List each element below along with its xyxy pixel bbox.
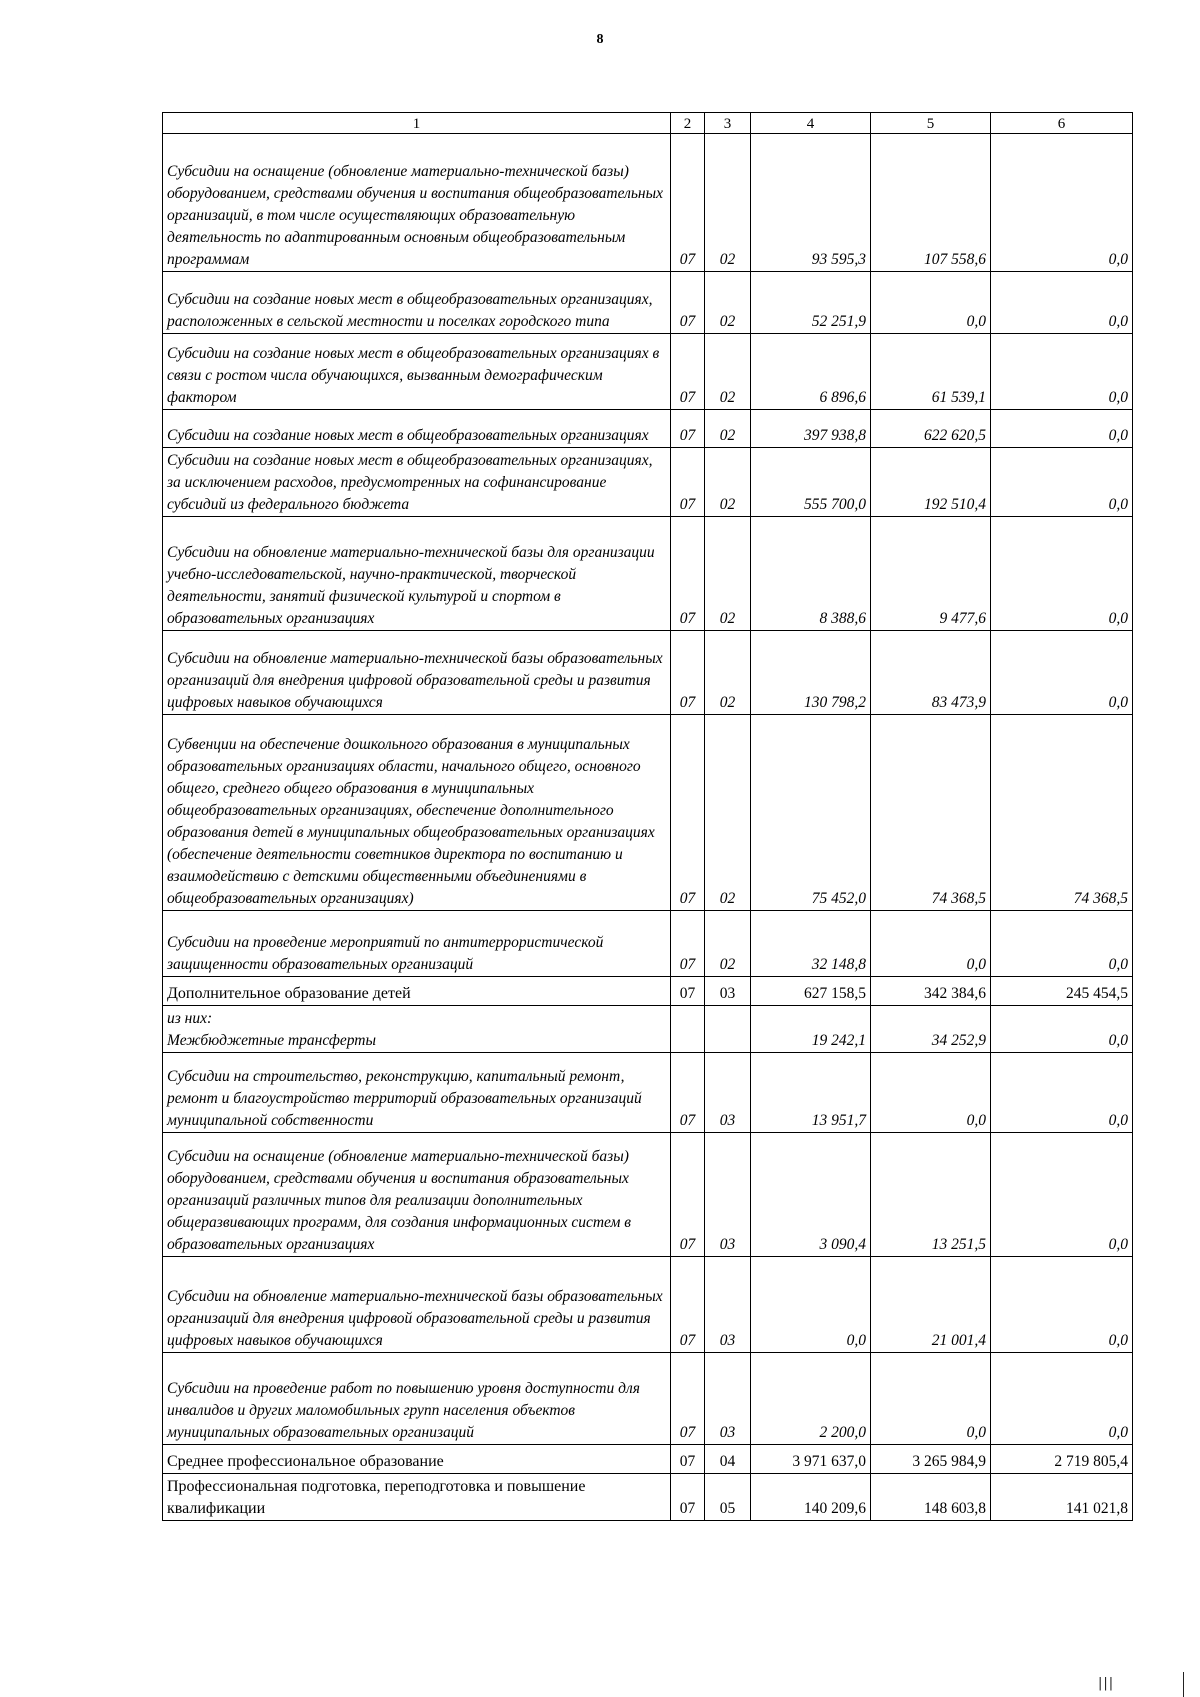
section-code-cell: 07 <box>671 911 705 977</box>
table-row <box>163 272 1133 334</box>
section-code-cell: 07 <box>671 1053 705 1133</box>
value-col6-cell: 245 454,5 <box>991 977 1133 1006</box>
table-row <box>163 134 1133 272</box>
subsection-code-cell: 04 <box>705 1445 751 1474</box>
value-col6-cell: 74 368,5 <box>991 715 1133 911</box>
subsection-code-cell: 02 <box>705 272 751 334</box>
row-name-cell: Субсидии на обновление материально-технической базы образовательных организаций для внедрения цифровой образовательной среды и развития цифровых навыков обучающихся <box>163 631 671 715</box>
subsection-code-cell: 03 <box>705 1133 751 1257</box>
subsection-code-cell: 02 <box>705 517 751 631</box>
table-row <box>163 631 1133 715</box>
value-col6-cell: 0,0 <box>991 272 1133 334</box>
table-row <box>163 977 1133 1006</box>
value-col5-cell: 3 265 984,9 <box>871 1445 991 1474</box>
value-col4-cell: 2 200,0 <box>751 1353 871 1445</box>
value-col5-cell: 61 539,1 <box>871 334 991 410</box>
column-header: 1 <box>163 113 671 134</box>
column-header: 5 <box>871 113 991 134</box>
table-row <box>163 1257 1133 1353</box>
row-name-cell: Субсидии на оснащение (обновление материально-технической базы) оборудованием, средствами обучения и воспитания общеобразовательных организаций, в том числе осуществляющих образовательную деятельность по адаптированным основным общеобразовательным программам <box>163 134 671 272</box>
value-col5-cell: 0,0 <box>871 1353 991 1445</box>
value-col6-cell: 0,0 <box>991 631 1133 715</box>
row-name-cell: Субсидии на создание новых мест в общеобразовательных организациях <box>163 410 671 448</box>
section-code-cell <box>671 1006 705 1053</box>
value-col5-cell: 13 251,5 <box>871 1133 991 1257</box>
value-col5-cell: 83 473,9 <box>871 631 991 715</box>
scan-bar <box>1183 1672 1184 1697</box>
table-row <box>163 517 1133 631</box>
value-col4-cell: 8 388,6 <box>751 517 871 631</box>
table-row <box>163 911 1133 977</box>
subsection-code-cell <box>705 1006 751 1053</box>
section-code-cell: 07 <box>671 631 705 715</box>
value-col4-cell: 555 700,0 <box>751 448 871 517</box>
value-col6-cell: 0,0 <box>991 1353 1133 1445</box>
table-row <box>163 1445 1133 1474</box>
section-code-cell: 07 <box>671 134 705 272</box>
row-name-cell: Субсидии на создание новых мест в общеобразовательных организациях в связи с ростом числа обучающихся, вызванным демографическим фактором <box>163 334 671 410</box>
value-col4-cell: 627 158,5 <box>751 977 871 1006</box>
subsection-code-cell: 03 <box>705 1353 751 1445</box>
value-col4-cell: 397 938,8 <box>751 410 871 448</box>
value-col5-cell: 148 603,8 <box>871 1474 991 1521</box>
value-col6-cell: 0,0 <box>991 1053 1133 1133</box>
row-name-cell: Субсидии на обновление материально-технической базы образовательных организаций для внедрения цифровой образовательной среды и развития цифровых навыков обучающихся <box>163 1257 671 1353</box>
row-name-cell: Дополнительное образование детей <box>163 977 671 1006</box>
budget-table-container <box>162 112 1132 1521</box>
value-col5-cell: 192 510,4 <box>871 448 991 517</box>
value-col4-cell: 93 595,3 <box>751 134 871 272</box>
value-col5-cell: 0,0 <box>871 911 991 977</box>
value-col5-cell: 342 384,6 <box>871 977 991 1006</box>
value-col5-cell: 21 001,4 <box>871 1257 991 1353</box>
value-col4-cell: 19 242,1 <box>751 1006 871 1053</box>
subsection-code-cell: 02 <box>705 448 751 517</box>
table-row <box>163 1133 1133 1257</box>
column-header: 4 <box>751 113 871 134</box>
subsection-code-cell: 02 <box>705 911 751 977</box>
table-row <box>163 410 1133 448</box>
value-col4-cell: 13 951,7 <box>751 1053 871 1133</box>
table-row <box>163 715 1133 911</box>
section-code-cell: 07 <box>671 1257 705 1353</box>
row-name-cell: Субсидии на оснащение (обновление материально-технической базы) оборудованием, средствами обучения и воспитания образовательных организаций различных типов для реализации дополнительных общеразвивающих программ, для создания информационных систем в образовательных организациях <box>163 1133 671 1257</box>
value-col5-cell: 107 558,6 <box>871 134 991 272</box>
row-name-cell: Субсидии на создание новых мест в общеобразовательных организациях, расположенных в сельской местности и поселках городского типа <box>163 272 671 334</box>
value-col4-cell: 0,0 <box>751 1257 871 1353</box>
value-col5-cell: 74 368,5 <box>871 715 991 911</box>
value-col4-cell: 3 971 637,0 <box>751 1445 871 1474</box>
section-code-cell: 07 <box>671 448 705 517</box>
table-row <box>163 448 1133 517</box>
subsection-code-cell: 05 <box>705 1474 751 1521</box>
value-col6-cell: 0,0 <box>991 911 1133 977</box>
subsection-code-cell: 02 <box>705 715 751 911</box>
table-row <box>163 1474 1133 1521</box>
value-col5-cell: 0,0 <box>871 1053 991 1133</box>
value-col6-cell: 0,0 <box>991 1257 1133 1353</box>
row-name-cell: Субсидии на проведение работ по повышению уровня доступности для инвалидов и других маломобильных групп населения объектов муниципальных образовательных организаций <box>163 1353 671 1445</box>
subsection-code-cell: 03 <box>705 1053 751 1133</box>
subsection-code-cell: 02 <box>705 334 751 410</box>
section-code-cell: 07 <box>671 977 705 1006</box>
section-code-cell: 07 <box>671 1445 705 1474</box>
value-col4-cell: 130 798,2 <box>751 631 871 715</box>
value-col4-cell: 140 209,6 <box>751 1474 871 1521</box>
section-code-cell: 07 <box>671 1133 705 1257</box>
value-col5-cell: 9 477,6 <box>871 517 991 631</box>
row-name-cell: Профессиональная подготовка, переподготовка и повышение квалификации <box>163 1474 671 1521</box>
value-col4-cell: 3 090,4 <box>751 1133 871 1257</box>
row-name-cell: Субсидии на создание новых мест в общеобразовательных организациях, за исключением расходов, предусмотренных на софинансирование субсидий из федерального бюджета <box>163 448 671 517</box>
table-row <box>163 1006 1133 1053</box>
column-header: 2 <box>671 113 705 134</box>
value-col5-cell: 0,0 <box>871 272 991 334</box>
section-code-cell: 07 <box>671 334 705 410</box>
column-header: 3 <box>705 113 751 134</box>
value-col6-cell: 0,0 <box>991 334 1133 410</box>
section-code-cell: 07 <box>671 715 705 911</box>
table-row <box>163 334 1133 410</box>
value-col5-cell: 622 620,5 <box>871 410 991 448</box>
value-col5-cell: 34 252,9 <box>871 1006 991 1053</box>
page-number: 8 <box>596 32 604 47</box>
value-col6-cell: 0,0 <box>991 134 1133 272</box>
scan-marks: ||| <box>1098 1676 1115 1691</box>
section-code-cell: 07 <box>671 1474 705 1521</box>
table-row <box>163 1353 1133 1445</box>
subsection-code-cell: 02 <box>705 631 751 715</box>
section-code-cell: 07 <box>671 1353 705 1445</box>
value-col4-cell: 52 251,9 <box>751 272 871 334</box>
row-name-cell: Субвенции на обеспечение дошкольного образования в муниципальных образовательных организациях области, начального общего, основного общего, среднего общего образования в муниципальных общеобразовательных организациях, обеспечение дополнительного образования детей в муниципальных общеобразовательных организациях (обеспечение деятельности советников директора по воспитанию и взаимодействию с детскими общественными объединениями в общеобразовательных организациях) <box>163 715 671 911</box>
row-name-cell: Субсидии на проведение мероприятий по антитеррористической защищенности образовательных организаций <box>163 911 671 977</box>
column-header: 6 <box>991 113 1133 134</box>
value-col4-cell: 32 148,8 <box>751 911 871 977</box>
subsection-code-cell: 02 <box>705 410 751 448</box>
value-col4-cell: 6 896,6 <box>751 334 871 410</box>
table-body <box>163 134 1133 1521</box>
row-name-cell: из них: Межбюджетные трансферты <box>163 1006 671 1053</box>
value-col4-cell: 75 452,0 <box>751 715 871 911</box>
value-col6-cell: 0,0 <box>991 410 1133 448</box>
section-code-cell: 07 <box>671 410 705 448</box>
section-code-cell: 07 <box>671 272 705 334</box>
subsection-code-cell: 03 <box>705 977 751 1006</box>
row-name-cell: Субсидии на обновление материально-технической базы для организации учебно-исследовательской, научно-практической, творческой деятельности, занятий физической культурой и спортом в образовательных организациях <box>163 517 671 631</box>
budget-table <box>162 112 1133 1521</box>
subsection-code-cell: 03 <box>705 1257 751 1353</box>
row-name-cell: Субсидии на строительство, реконструкцию, капитальный ремонт, ремонт и благоустройство территорий образовательных организаций муниципальной собственности <box>163 1053 671 1133</box>
table-row <box>163 1053 1133 1133</box>
value-col6-cell: 0,0 <box>991 1133 1133 1257</box>
value-col6-cell: 0,0 <box>991 448 1133 517</box>
value-col6-cell: 0,0 <box>991 517 1133 631</box>
row-name-cell: Среднее профессиональное образование <box>163 1445 671 1474</box>
value-col6-cell: 141 021,8 <box>991 1474 1133 1521</box>
table-header-row <box>163 113 1133 134</box>
section-code-cell: 07 <box>671 517 705 631</box>
value-col6-cell: 0,0 <box>991 1006 1133 1053</box>
subsection-code-cell: 02 <box>705 134 751 272</box>
value-col6-cell: 2 719 805,4 <box>991 1445 1133 1474</box>
